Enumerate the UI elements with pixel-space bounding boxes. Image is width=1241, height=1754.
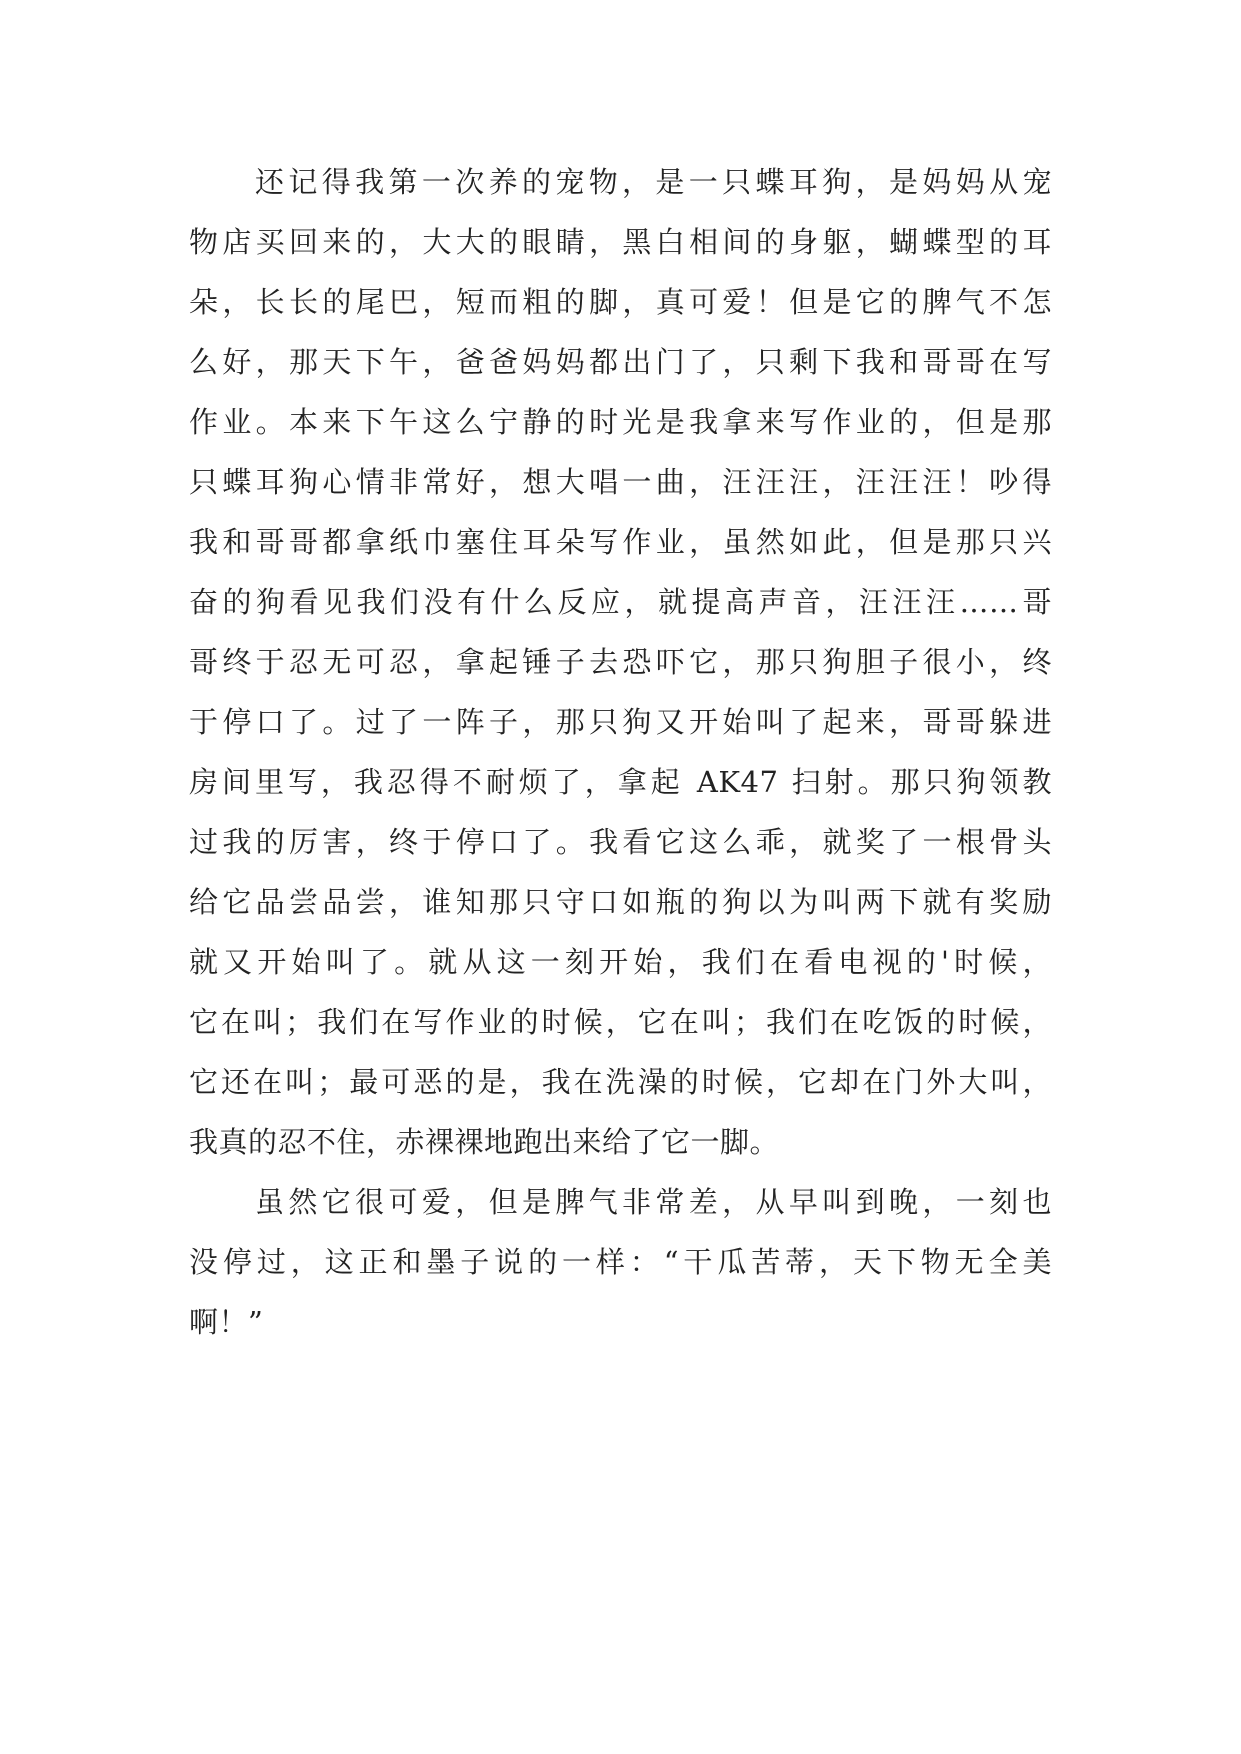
text-line: 就又开始叫了。就从这一刻开始，我们在看电视的'时候， <box>189 945 1052 979</box>
essay-body <box>189 152 1052 1352</box>
text-line: 我和哥哥都拿纸巾塞住耳朵写作业，虽然如此，但是那只兴 <box>189 525 1052 559</box>
text-line: 作业。本来下午这么宁静的时光是我拿来写作业的，但是那 <box>189 405 1052 439</box>
text-line: 给它品尝品尝，谁知那只守口如瓶的狗以为叫两下就有奖励 <box>189 885 1052 919</box>
text-line: 啊！” <box>189 1305 264 1339</box>
text-line: 奋的狗看见我们没有什么反应，就提高声音，汪汪汪……哥 <box>189 585 1052 619</box>
text-line: 还记得我第一次养的宠物，是一只蝶耳狗，是妈妈从宠 <box>255 165 1052 199</box>
text-line: 没停过，这正和墨子说的一样：“干瓜苦蒂，天下物无全美 <box>189 1245 1052 1279</box>
text-line: 于停口了。过了一阵子，那只狗又开始叫了起来，哥哥躲进 <box>189 705 1052 739</box>
paragraph-1 <box>189 152 1052 1172</box>
text-line: 过我的厉害，终于停口了。我看它这么乖，就奖了一根骨头 <box>189 825 1052 859</box>
text-line: 物店买回来的，大大的眼睛，黑白相间的身躯，蝴蝶型的耳 <box>189 225 1052 259</box>
text-line: 它还在叫；最可恶的是，我在洗澡的时候，它却在门外大叫， <box>189 1065 1052 1099</box>
text-line: 虽然它很可爱，但是脾气非常差，从早叫到晚，一刻也 <box>255 1185 1052 1219</box>
text-line: 哥终于忍无可忍，拿起锤子去恐吓它，那只狗胆子很小，终 <box>189 645 1052 679</box>
paragraph-2 <box>189 1172 1052 1352</box>
text-line: 它在叫；我们在写作业的时候，它在叫；我们在吃饭的时候， <box>189 1005 1052 1039</box>
text-line: 房间里写，我忍得不耐烦了，拿起 AK47 扫射。那只狗领教 <box>189 765 1052 799</box>
text-line: 么好，那天下午，爸爸妈妈都出门了，只剩下我和哥哥在写 <box>189 345 1052 379</box>
text-line: 朵，长长的尾巴，短而粗的脚，真可爱！但是它的脾气不怎 <box>189 285 1052 319</box>
text-line: 我真的忍不住，赤裸裸地跑出来给了它一脚。 <box>189 1125 780 1159</box>
text-line: 只蝶耳狗心情非常好，想大唱一曲，汪汪汪，汪汪汪！吵得 <box>189 465 1052 499</box>
